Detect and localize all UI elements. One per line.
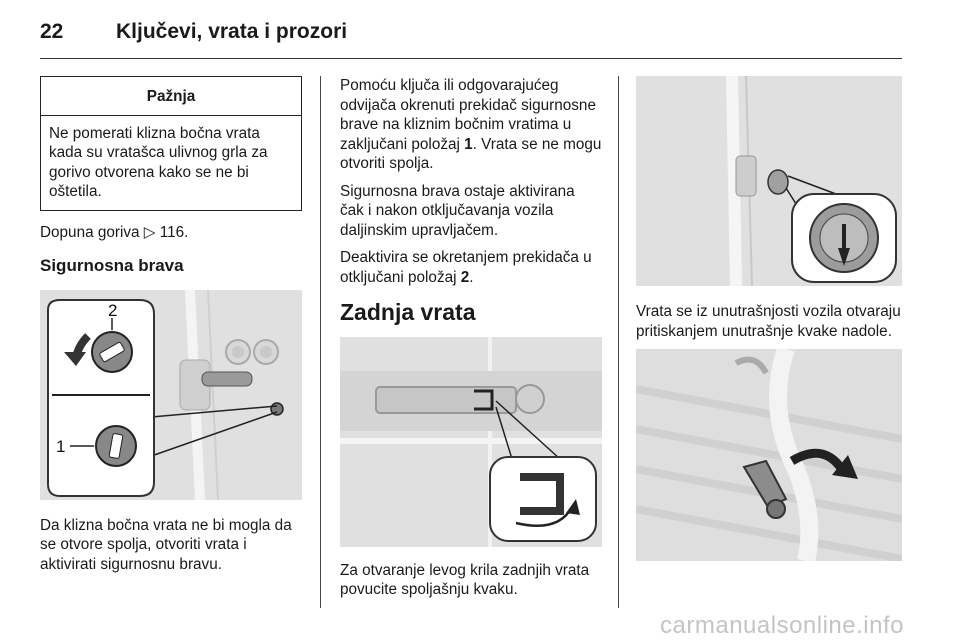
fuel-reference-page[interactable]: 116.	[159, 223, 189, 241]
paragraph-text: Pomoću ključa ili odgovarajućeg odvijača okrenuti prekidač sigurnosne brave na kliznim bočnim vratima u zaključani položaj	[340, 77, 596, 153]
paragraph-text: . Vrata se ne mogu otvoriti spolja.	[340, 135, 602, 172]
paragraph-text: .	[469, 268, 474, 286]
paragraph-text: Deaktivira se okretanjem prekidača u otključani položaj	[340, 249, 592, 286]
position-number-1: 1	[464, 135, 473, 153]
paragraph-deactivate	[340, 248, 602, 287]
figure-label-2: 2	[108, 300, 118, 320]
interior-handle-figure	[636, 349, 902, 561]
security-lock-caption: Da klizna bočna vrata ne bi mogla da se otvore spolja, otvoriti vrata i aktivirati sigurnosnu bravu.	[40, 516, 292, 573]
rear-door-handle-figure	[340, 337, 602, 547]
warning-box	[40, 76, 302, 211]
watermark: carmanualsonline.info	[660, 612, 904, 639]
position-number-2: 2	[460, 268, 470, 286]
security-lock-figure	[40, 290, 302, 500]
column-divider	[618, 76, 619, 608]
warning-text: Ne pomerati klizna bočna vrata kada su vratašca ulivnog grla za gorivo otvorena kako se ne bi oštetila.	[49, 124, 268, 200]
column-3	[636, 76, 902, 561]
security-lock-detail-figure	[636, 76, 902, 286]
figure-label-1: 1	[56, 436, 66, 456]
paragraph-lock-instructions	[340, 76, 602, 174]
subheading-security-lock: Sigurnosna brava	[40, 256, 184, 275]
warning-title: Pažnja	[41, 77, 301, 116]
column-1	[40, 76, 302, 582]
reference-arrow-icon: ▷	[143, 223, 156, 241]
page-header-title: Ključevi, vrata i prozori	[116, 20, 348, 43]
rear-door-caption: Za otvaranje levog krila zadnjih vrata povucite spoljašnju kvaku.	[340, 561, 590, 598]
fuel-reference-text: Dopuna goriva	[40, 223, 140, 241]
section-heading-rear-doors: Zadnja vrata	[340, 299, 476, 325]
column-divider	[320, 76, 321, 608]
fuel-reference	[40, 223, 302, 243]
paragraph-remote: Sigurnosna brava ostaje aktivirana čak i nakon otključavanja vozila daljinskim upravljačem.	[340, 182, 575, 239]
interior-handle-caption: Vrata se iz unutrašnjosti vozila otvaraju pritiskanjem unutrašnje kvake nadole.	[636, 303, 901, 340]
column-2	[340, 76, 602, 608]
header-rule	[40, 58, 902, 59]
page-number: 22	[40, 20, 64, 43]
